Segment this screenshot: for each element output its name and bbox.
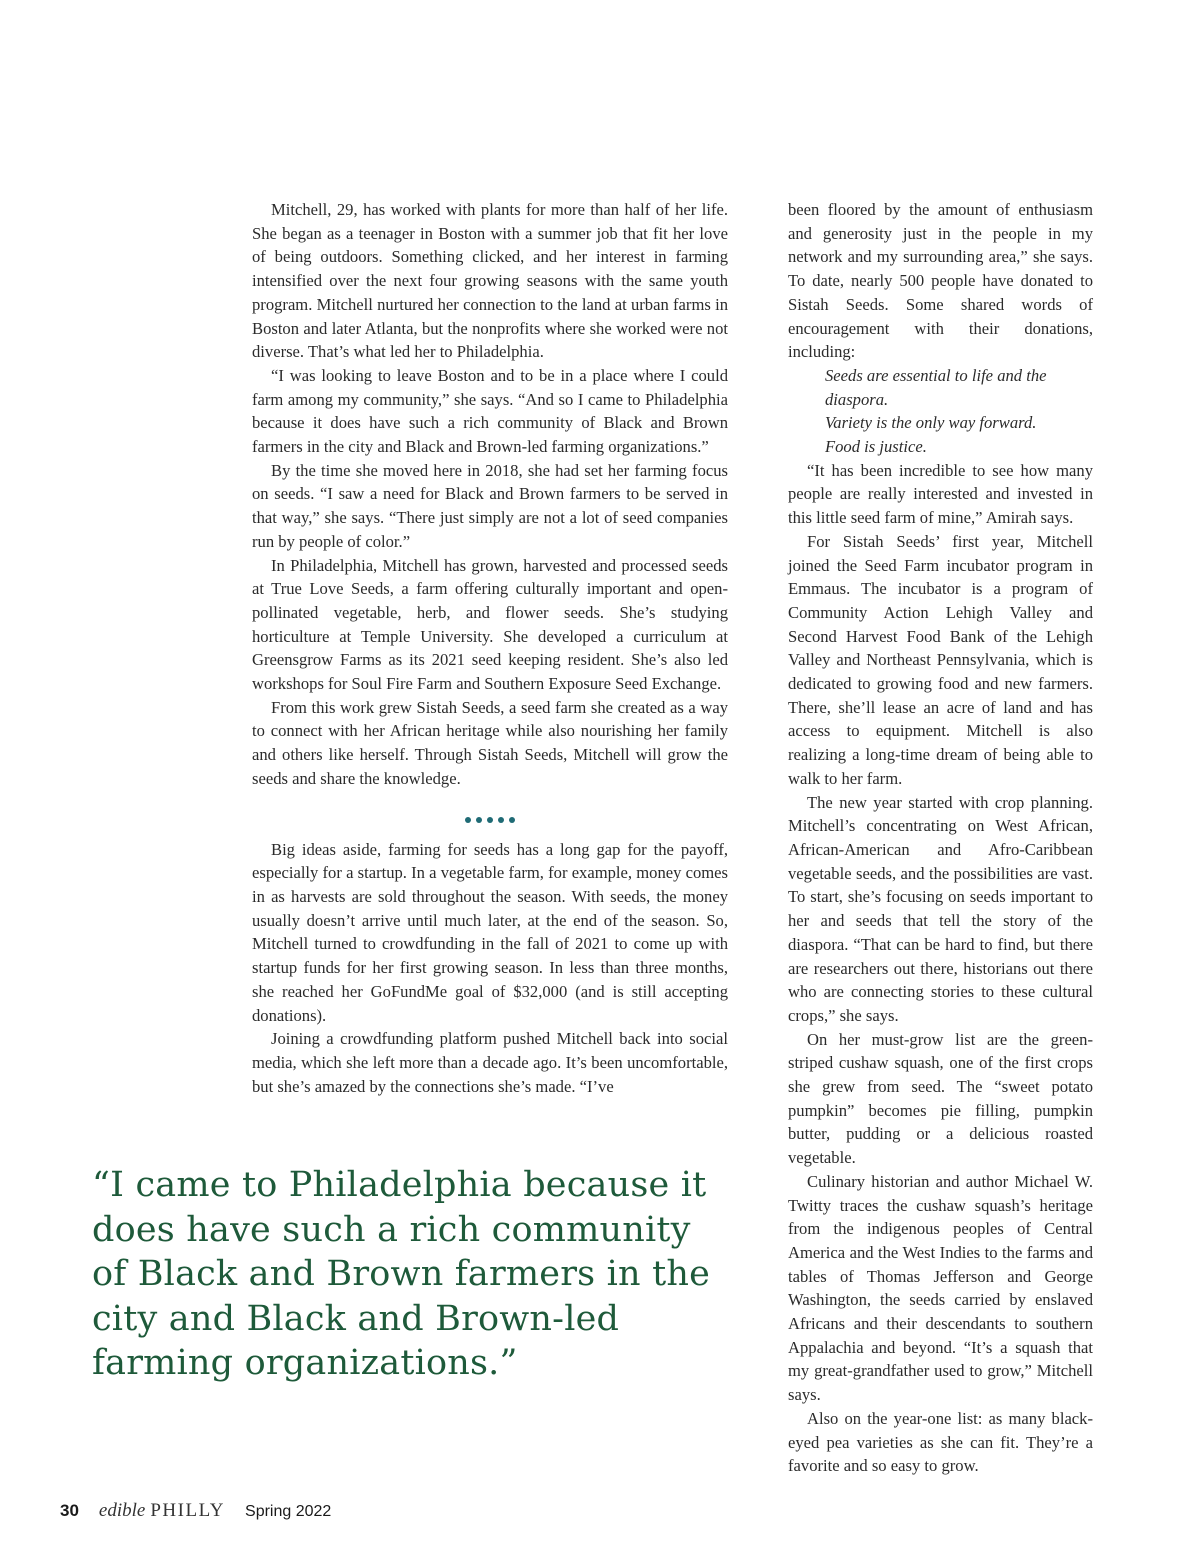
body-paragraph: Joining a crowdfunding platform pushed Mitchell back into social media, which she left more than a decade ago. It’s been uncomfortable, but she’s amazed by the connections she’s made. “I’ve xyxy=(252,1029,728,1096)
issue-label: Spring 2022 xyxy=(245,1503,332,1520)
left-column xyxy=(252,198,728,1098)
divider-dot xyxy=(509,817,515,823)
donor-quote: Variety is the only way forward. xyxy=(825,413,1037,433)
divider-dot xyxy=(498,817,504,823)
magazine-brand-edible: edible xyxy=(98,1500,146,1521)
right-column xyxy=(788,198,1093,1478)
donor-quotes xyxy=(788,364,1093,459)
body-paragraph: The new year started with crop planning. Mitchell’s concentrating on West African, African-American and Afro-Caribbean vegetable seeds, and the possibilities are vast. To start, she’s focusing on seeds important to her and seeds that tell the story of the diaspora. “That can be hard to find, but there are researchers out there, historians out there who are connecting stories to these cultural crops,” she says. xyxy=(788,792,1093,1025)
body-paragraph: “It has been incredible to see how many people are really interested and invested in this little seed farm of mine,” Amirah says. xyxy=(788,460,1093,528)
divider-dot xyxy=(476,817,482,823)
body-paragraph: From this work grew Sistah Seeds, a seed farm she created as a way to connect with her African heritage while also nourishing her family and others like herself. Through Sistah Seeds, Mitchell will grow the seeds and share the knowledge. xyxy=(252,697,728,788)
body-paragraph: Mitchell, 29, has worked with plants for more than half of her life. She began as a teenager in Boston with a summer job that fit her love of being outdoors. Something clicked, and her interest in farming intensified over the next four growing seasons with the same youth program. Mitchell nurtured her connection to the land at urban farms in Boston and later Atlanta, but the nonprofits where she worked were not diverse. That’s what led her to Philadelphia. xyxy=(252,200,728,362)
body-paragraph-continued: been floored by the amount of enthusiasm and generosity just in the people in my network and my surrounding area,” she says. To date, nearly 500 people have donated to Sistah Seeds. Some shared words of encouragement with their donations, including: xyxy=(788,200,1093,362)
divider-dot xyxy=(465,817,471,823)
body-paragraph: For Sistah Seeds’ first year, Mitchell joined the Seed Farm incubator program in Emmaus. The incubator is a program of Community Action Lehigh Valley and Second Harvest Food Bank of the Lehigh Valley and Northeast Pennsylvania, which is dedicated to growing food and new farmers. There, she’ll lease an acre of land and has access to equipment. Mitchell is also realizing a long-time dream of being able to walk to her farm. xyxy=(788,531,1093,788)
section-divider xyxy=(252,806,728,826)
body-paragraph: Culinary historian and author Michael W. Twitty traces the cushaw squash’s heritage from the indigenous peoples of Central America and the West Indies to the farms and tables of Thomas Jefferson and George Washington, the seeds carried by enslaved Africans and their descendants to southern Appalachia and beyond. “It’s a squash that my great-grandfather used to grow,” Mitchell says. xyxy=(788,1171,1093,1405)
donor-quote: Food is justice. xyxy=(825,437,927,457)
divider-dot xyxy=(487,817,493,823)
page-footer xyxy=(60,1500,331,1522)
donor-quote: Seeds are essential to life and the diaspora. xyxy=(825,365,1047,409)
body-paragraph: Also on the year-one list: as many black-eyed pea varieties as she can fit. They’re a favorite and so easy to grow. xyxy=(788,1408,1093,1476)
body-paragraph: Big ideas aside, farming for seeds has a long gap for the payoff, especially for a startup. In a vegetable farm, for example, money comes in as harvests are sold throughout the season. With seeds, the money usually doesn’t arrive until much later, at the end of the season. So, Mitchell turned to crowdfunding in the fall of 2021 to come up with startup funds for her first growing season. In less than three months, she reached her GoFundMe goal of $32,000 (and is still accepting donations). xyxy=(252,839,728,1025)
body-paragraph: In Philadelphia, Mitchell has grown, harvested and processed seeds at True Love Seeds, a farm offering culturally important and open-pollinated vegetable, herb, and flower seeds. She’s studying horticulture at Temple University. She developed a curriculum at Greensgrow Farms as its 2021 seed keeping resident. She’s also led workshops for Soul Fire Farm and Southern Exposure Seed Exchange. xyxy=(252,555,728,694)
page-number: 30 xyxy=(60,1501,79,1520)
magazine-brand-philly: PHILLY xyxy=(150,1500,226,1521)
body-paragraph: “I was looking to leave Boston and to be in a place where I could farm among my community,” she says. “And so I came to Philadelphia because it does have such a rich community of Black and Brown farmers in the city and Black and Brown-led farming organizations.” xyxy=(252,365,728,457)
pull-quote: “I came to Philadelphia because it does have such a rich community of Black and Brown farmers in the city and Black and Brown-led farming organizations.” xyxy=(92,1165,711,1383)
body-paragraph: By the time she moved here in 2018, she had set her farming focus on seeds. “I saw a need for Black and Brown farmers to be served in that way,” she says. “There just simply are not a lot of seed companies run by people of color.” xyxy=(252,460,728,551)
body-paragraph: On her must-grow list are the green-striped cushaw squash, one of the first crops she grew from seed. The “sweet potato pumpkin” becomes pie filling, pumpkin butter, pudding or a delicious roasted vegetable. xyxy=(788,1029,1093,1168)
